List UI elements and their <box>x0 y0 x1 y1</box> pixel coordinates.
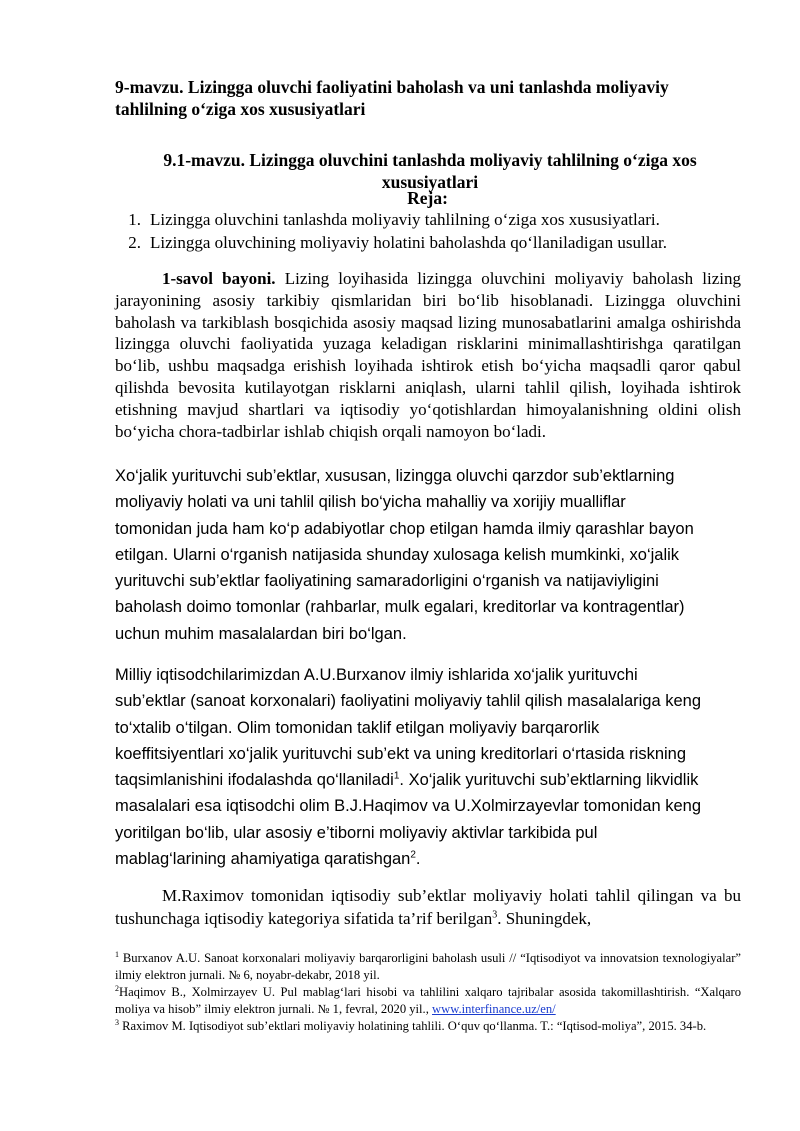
plan-heading: Reja: <box>407 188 448 208</box>
plan-item-text: Lizingga oluvchining moliyaviy holatini baholashda qo‘llaniladigan usullar. <box>150 233 667 252</box>
plan-item <box>115 231 755 254</box>
paragraph-line: . Shuningdek, <box>497 909 592 928</box>
paragraph-line: koeffitsiyentlari xo‘jalik yurituvchi sub’ekt va uning kreditorlari o‘rtasida riskning <box>115 744 687 763</box>
footnote <box>115 950 741 984</box>
footnote-mark: 3 <box>115 1017 119 1027</box>
footnotes <box>115 950 741 1035</box>
footnote-reference[interactable]: 2 <box>410 849 416 861</box>
footnote-reference[interactable]: 1 <box>393 770 400 782</box>
paragraph-subjects <box>115 463 745 647</box>
paragraph-line: yurituvchi sub’ektlar faoliyatining samaradorligini o‘rganish va natijaviyligini <box>115 572 659 591</box>
paragraph-line: tomonidan juda ham ko‘p adabiyotlar chop etilgan hamda ilmiy qarashlar bayon <box>115 519 694 538</box>
paragraph-line: sub’ektlar (sanoat korxonalari) faoliyatini moliyaviy tahlil qilish masalalariga keng <box>115 692 702 711</box>
footnote-mark: 1 <box>115 949 119 959</box>
footnote-text: Raximov M. Iqtisodiyot sub’ektlari moliyaviy holatining tahlili. O‘quv qo‘llanma. T.: “Iqtisod-moliya”, 2015. 34-b. <box>119 1019 707 1033</box>
paragraph-line: yoritilgan bo‘lib, ular asosiy e’tiborni moliyaviy aktivlar tarkibida pul <box>115 823 598 842</box>
paragraph-line: masalalari esa iqtisodchi olim B.J.Haqimov va U.Xolmirzayevlar tomonidan keng <box>115 797 701 816</box>
paragraph-line: . Xo‘jalik yurituvchi sub’ektlarning likvidlik <box>399 771 699 790</box>
section-subtitle: 9.1-mavzu. Lizingga oluvchini tanlashda moliyaviy tahlilning o‘ziga xos xususiyatlari <box>163 150 697 192</box>
footnote-link[interactable]: www.interfinance.uz/en/ <box>432 1002 556 1016</box>
paragraph-line: va bu tushunchaga iqtisodiy kategoriya sifatida ta’rif berilgan <box>115 886 742 928</box>
paragraph-question-1 <box>115 268 741 442</box>
paragraph-economists <box>115 662 745 872</box>
paragraph-line: baholash doimo tomonlar (rahbarlar, mulk egalari, kreditorlar va kontragentlar) <box>115 598 685 617</box>
plan-item <box>115 208 755 231</box>
paragraph-line: Milliy iqtisodchilarimizdan A.U.Burxanov ilmiy ishlarida xo‘jalik yurituvchi <box>115 666 638 684</box>
paragraph-line: uchun muhim masalalardan biri bo‘lgan. <box>115 624 407 643</box>
paragraph-line: Xo‘jalik yurituvchi sub’ektlar, xususan, lizingga oluvchi qarzdor sub’ektlarning <box>115 467 675 485</box>
paragraph-lead: 1-savol bayoni. <box>162 269 276 288</box>
footnote-mark: 2 <box>115 983 119 993</box>
paragraph-line: M.Raximov tomonidan iqtisodiy sub’ektlar moliyaviy holati tahlil qilingan <box>162 886 694 905</box>
document-title: 9-mavzu. Lizingga oluvchi faoliyatini baholash va uni tanlashda moliyaviy tahlilning o‘ziga xos xususiyatlari <box>115 77 669 119</box>
footnote-text: Haqimov B., Xolmirzayev U. Pul mablag‘lari hisobi va tahlilini xalqaro tajribalar asosida takomillashtirish. “Xalqaro moliya va hisob” ilmiy elektron jurnali. № 1, fevral, 2020 yil., <box>115 985 741 1016</box>
plan-item-number: 2. <box>128 233 141 252</box>
footnote-text: Burxanov A.U. Sanoat korxonalari moliyaviy barqarorligini baholash usuli // “Iqtisodiyot va innovatsion texnologiyalar” ilmiy elektron jurnali. № 6, noyabr-dekabr, 2018 yil. <box>115 951 741 982</box>
paragraph-raximov <box>115 884 741 930</box>
paragraph-line: . <box>415 850 421 869</box>
paragraph-line: etilgan. Ularni o‘rganish natijasida shunday xulosaga kelish mumkinki, xo‘jalik <box>115 545 680 564</box>
paragraph-line: taqsimlanishini ifodalashda qo‘llaniladi <box>115 771 394 790</box>
paragraph-line: mablag‘larining ahamiyatiga qaratishgan <box>115 850 411 869</box>
footnote-reference[interactable]: 3 <box>492 909 498 921</box>
footnote <box>115 984 741 1018</box>
plan-list <box>115 208 755 254</box>
footnote <box>115 1018 741 1035</box>
paragraph-line: moliyaviy holati va uni tahlil qilish bo‘yicha mahalliy va xorijiy mualliflar <box>115 493 626 512</box>
paragraph-line: to‘xtalib o‘tilgan. Olim tomonidan taklif etilgan moliyaviy barqarorlik <box>115 718 600 737</box>
plan-item-number: 1. <box>128 210 141 229</box>
plan-item-text: Lizingga oluvchini tanlashda moliyaviy tahlilning o‘ziga xos xususiyatlari. <box>150 210 660 229</box>
paragraph-text: Lizing loyihasida lizingga oluvchini moliyaviy baholash lizing jarayonining asosiy tarkibiy qismlaridan biri bo‘lib hisoblanadi. Lizingga oluvchini baholash va tarkiblash bosqichida asosiy maqsad lizing munosabatlarini amalga oshirishda lizingga oluvchi faoliyatida yuzaga keladigan risklarini minimallashtirishga qaratilgan bo‘lib, ushbu maqsadga erishish loyihada ishtirok etish bo‘yicha maqsadli qaror qabul qilishda bevosita kutilayotgan risklarni aniqlash, ularni tahlil qilish, loyihada ishtirok etishning mavjud shartlari va iqtisodiy yo‘qotishlardan himoyalanishning oldini olish bo‘yicha chora-tadbirlar ishlab chiqish orqali namoyon bo‘ladi. <box>115 269 741 441</box>
